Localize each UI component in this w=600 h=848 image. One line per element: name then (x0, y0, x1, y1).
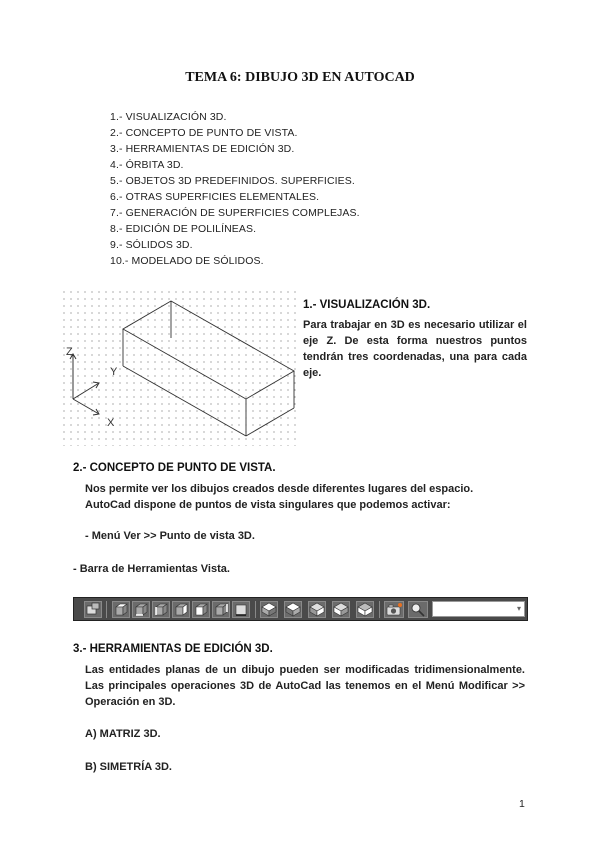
axis-label-x: X (107, 417, 115, 429)
axis-label-y: Y (110, 366, 118, 378)
menu-path-line: - Menú Ver >> Punto de vista 3D. (85, 530, 255, 542)
camera-icon[interactable] (384, 601, 404, 618)
sw-isometric-icon[interactable] (260, 601, 278, 618)
axis-label-z: Z (66, 346, 73, 358)
section1-body: Para trabajar en 3D es necesario utilizar el eje Z. De esta forma nuestros puntos tendrán tres coordenadas, una para cada eje. (303, 319, 527, 379)
zoom-icon[interactable] (408, 601, 428, 618)
toolbar-separator (255, 601, 256, 618)
view-toolbar (73, 597, 528, 621)
toc-item: 8.- EDICIÓN DE POLILÍNEAS. (110, 223, 257, 235)
toc-item: 9.- SÓLIDOS 3D. (110, 239, 193, 251)
nw-isometric-alt-icon[interactable] (356, 601, 374, 618)
view-select-dropdown[interactable] (432, 601, 525, 617)
toolbar-separator (379, 601, 380, 618)
bottom-view-icon[interactable] (132, 601, 150, 618)
back-view-alt-icon[interactable] (232, 601, 250, 618)
subsection-a-heading: A) MATRIZ 3D. (85, 728, 161, 740)
section3-heading: 3.- HERRAMIENTAS DE EDICIÓN 3D. (73, 643, 273, 655)
toc-item: 1.- VISUALIZACIÓN 3D. (110, 111, 227, 123)
dot-grid (63, 291, 298, 446)
subsection-b-heading: B) SIMETRÍA 3D. (85, 761, 172, 773)
front-view-icon[interactable] (192, 601, 210, 618)
toc-item: 7.- GENERACIÓN DE SUPERFICIES COMPLEJAS. (110, 207, 360, 219)
nw-isometric-icon[interactable] (332, 601, 350, 618)
section1-heading: 1.- VISUALIZACIÓN 3D. (303, 299, 431, 311)
document-title: TEMA 6: DIBUJO 3D EN AUTOCAD (185, 70, 415, 85)
table-of-contents (110, 109, 360, 269)
section3-body: Las entidades planas de un dibujo pueden ser modificadas tridimensionalmente. Las principales operaciones 3D de AutoCad las tenemos en el Menú Modificar >> Operación en 3D. (85, 664, 525, 708)
toolbar-caption: - Barra de Herramientas Vista. (73, 563, 230, 575)
right-view-icon[interactable] (172, 601, 190, 618)
section2-heading: 2.- CONCEPTO DE PUNTO DE VISTA. (73, 462, 276, 474)
se-isometric-icon[interactable] (284, 601, 302, 618)
chevron-down-icon: ▾ (516, 604, 521, 613)
isometric-box-figure (63, 291, 298, 446)
section2-body (85, 481, 525, 513)
page-number: 1 (519, 798, 525, 810)
top-view-icon[interactable] (112, 601, 130, 618)
named-views-icon[interactable] (84, 601, 102, 618)
toc-item: 4.- ÓRBITA 3D. (110, 159, 184, 171)
toc-item: 5.- OBJETOS 3D PREDEFINIDOS. SUPERFICIES. (110, 175, 355, 187)
toc-item: 10.- MODELADO DE SÓLIDOS. (110, 255, 264, 267)
toc-item: 3.- HERRAMIENTAS DE EDICIÓN 3D. (110, 143, 295, 155)
isometric-box-drawing (63, 291, 298, 446)
section2-paragraph: AutoCad dispone de puntos de vista singulares que podemos activar: (85, 499, 451, 511)
section2-paragraph: Nos permite ver los dibujos creados desde diferentes lugares del espacio. (85, 483, 474, 495)
toc-item: 2.- CONCEPTO DE PUNTO DE VISTA. (110, 127, 298, 139)
left-view-icon[interactable] (152, 601, 170, 618)
back-view-icon[interactable] (212, 601, 230, 618)
ne-isometric-icon[interactable] (308, 601, 326, 618)
toc-item: 6.- OTRAS SUPERFICIES ELEMENTALES. (110, 191, 320, 203)
toolbar-separator (106, 601, 107, 618)
